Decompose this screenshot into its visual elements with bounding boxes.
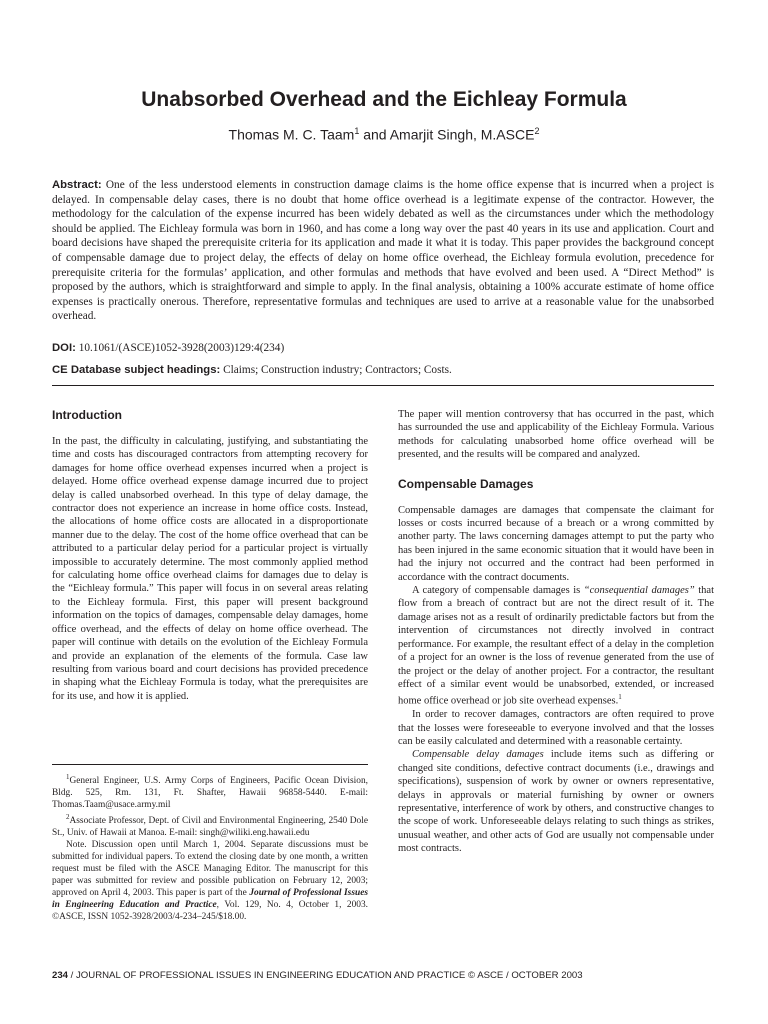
doi-value[interactable]: 10.1061/(ASCE)1052-3928(2003)129:4(234) [78, 342, 285, 354]
author-1-affiliation-mark: 1 [354, 126, 360, 136]
footnote-2 [52, 811, 368, 839]
subject-headings-value: Claims; Construction industry; Contractors; Costs. [223, 364, 452, 376]
author-1: Thomas M. C. Taam [228, 126, 355, 143]
consequential-damages-term: “consequential damages” [583, 585, 695, 597]
author-conjunction: and [359, 126, 390, 143]
footnotes [52, 771, 368, 923]
footnote-divider [52, 764, 368, 765]
compensable-delay-damages-term: Compensable delay damages [412, 749, 544, 761]
journal-name: Journal of Professional Issues in Engineering Education and Practice [52, 888, 368, 911]
publication-note-text-a: Note. Discussion open until March 1, 2004. Separate discussions must be submitted for individual papers. To extend the closing date by one month, a written request must be filed with the ASCE Managing Editor. The manuscript for this paper was submitted for review and possible publication on February 12, 2003; approved on April 4, 2003. This paper is part of the [52, 840, 368, 899]
footnote-1 [52, 771, 368, 811]
abstract-text: One of the less understood elements in construction damage claims is the home office expense that is incurred when a project is delayed. In compensable delay cases, there is no doubt that home office overhead is a legitimate expense of the contractor. However, the methodology for the calculation of the expense incurred has been widely debated as well as the circumstances under which the methodology should be applied. The Eichleay formula was born in 1960, and has come a long way over the past 40 years in its use and application. Court and board decisions have shaped the prerequisite criteria for its application and made it what it is today. This paper provides the background concept of compensable damage due to project delay, the effects of delay on home office overhead, the Eichleay formula evolution, precedence for prerequisite criteria for the formulas’ application, and other formulas and methods that have evolved and been used. A “Direct Method” is proposed by the authors, which is straightforward and simple to apply. In the final analysis, obtaining a 100% accurate estimate of home office expenses is practically onerous. Therefore, representative formulas and techniques are used to arrive at a reasonable value for the unabsorbed overhead. [52, 179, 714, 323]
right-intro-paragraph: The paper will mention controversy that has occurred in the past, which has surrounded the use and applicability of the Eichleay Formula. Various methods for calculating unabsorbed home office overhead will be presented, and the results will be compared and analyzed. [398, 409, 714, 461]
footnote-1-text: General Engineer, U.S. Army Corps of Engineers, Pacific Ocean Division, Bldg. 525, Rm. 131, Ft. Shafter, Hawaii 96858-5440. E-mail: Thomas.Taam@usace.army.mil [52, 776, 368, 811]
author-2: Amarjit Singh, M.ASCE [389, 126, 535, 143]
header-divider [52, 385, 714, 386]
abstract-label: Abstract: [52, 179, 102, 191]
introduction-heading: Introduction [52, 408, 122, 422]
p2-text-b: that flow from a breach of contract but are not the direct result of it. The damage arises not as a result of ordinarily predictable factors but from the intervention of circumstances not directly involved in contract performance. For example, the resultant effect of a delay in the completion of a project for an owner is the loss of revenue generated from the use of the project or the delay of another project. For a contractor, the resultant effect of a similar event would be unabsorbed, extended, or increased home office overhead or job site overhead expenses. [398, 585, 714, 707]
p2-text-a: A category of compensable damages is [412, 585, 584, 597]
p4-text: include items such as differing or changed site conditions, defective contract documents (i.e., drawings and specifications), suspension of work by owner or owners representative, delays in approvals or material furnishing by owner or owners representative, interference of work by others, and constructive changes to the scope of work. Unforeseeable delays relating to such things as strikes, unusual weather, and other acts of God are usually not compensable under most contracts. [398, 749, 714, 855]
footer-journal-line: / JOURNAL OF PROFESSIONAL ISSUES IN ENGINEERING EDUCATION AND PRACTICE © ASCE / OCTOBER 2003 [68, 970, 583, 981]
compensable-damages-heading: Compensable Damages [398, 476, 534, 491]
footnote-1-mark: 1 [66, 773, 70, 781]
compensable-damages-paragraph-1: Compensable damages are damages that compensate the claimant for losses or costs incurred because of a breach or a wrong committed by another party. The laws concerning damages attempt to put the party who has been injured in the same economic situation that it would have been in had the injury not occurred and the contract had been performed in accordance with the contract documents. [398, 504, 714, 583]
publication-note [52, 839, 368, 923]
doi-label: DOI: [52, 342, 76, 354]
compensable-damages-paragraph-4 [398, 748, 714, 855]
author-line [0, 126, 768, 143]
left-column [52, 408, 368, 703]
compensable-damages-paragraph-3: In order to recover damages, contractors are often required to prove that the losses were foreseeable to everyone involved and that the losses can be easily calculated and determined with a reasonable certainty. [398, 709, 714, 748]
subject-headings-label: CE Database subject headings: [52, 364, 221, 376]
page-number: 234 [52, 970, 69, 981]
publication-note-text-b: , Vol. 129, No. 4, October 1, 2003. ©ASCE, ISSN 1052-3928/2003/4-234–245/$18.00. [52, 900, 368, 923]
subject-headings [52, 364, 714, 376]
paper-title: Unabsorbed Overhead and the Eichleay Formula [141, 88, 627, 111]
page-footer [52, 970, 714, 981]
author-2-affiliation-mark: 2 [534, 126, 540, 136]
footnote-2-mark: 2 [66, 813, 70, 822]
doi-line [52, 342, 714, 354]
right-column [398, 408, 714, 856]
abstract [52, 178, 714, 324]
footnote-2-text: Associate Professor, Dept. of Civil and Environmental Engineering, 2540 Dole St., Univ. of Hawaii at Manoa. E-mail: singh@wiliki.eng.hawaii.edu [52, 816, 368, 839]
p2-footnote-mark: 1 [618, 693, 622, 702]
introduction-paragraph: In the past, the difficulty in calculating, justifying, and substantiating the time and costs has discouraged contractors from attempting recovery for damages for home office overhead expenses incurred when a project is delayed. Home office overhead expense damage incurred due to project delay is called unabsorbed overhead. In this type of delay damage, the contractor does not experience an increase in home office costs. Instead, the allocations of home office costs are allocated in a disproportionate manner due to the delay. The cost of the home office overhead that can be attributed to a particular delay period for a particular project is virtually impossible to accurately determine. The most commonly applied method for calculating home office overhead claims for damages due to delay is the “Eichleay formula.” This paper will focus in on several areas relating to the Eichleay formula. First, this paper will present background information on the topics of damages, compensable delay damages, home office overhead, and the effects of delay on home office overhead. The paper will continue with details on the evolution of the Eichleay Formula and provide an explanation of the elements of the formula. Case law resulting from various board and court decisions has provided precedence in shaping what the Eichleay Formula is today, what the prerequisites are for its use, and how it is applied. [52, 436, 368, 702]
compensable-damages-paragraph-2 [398, 584, 714, 708]
